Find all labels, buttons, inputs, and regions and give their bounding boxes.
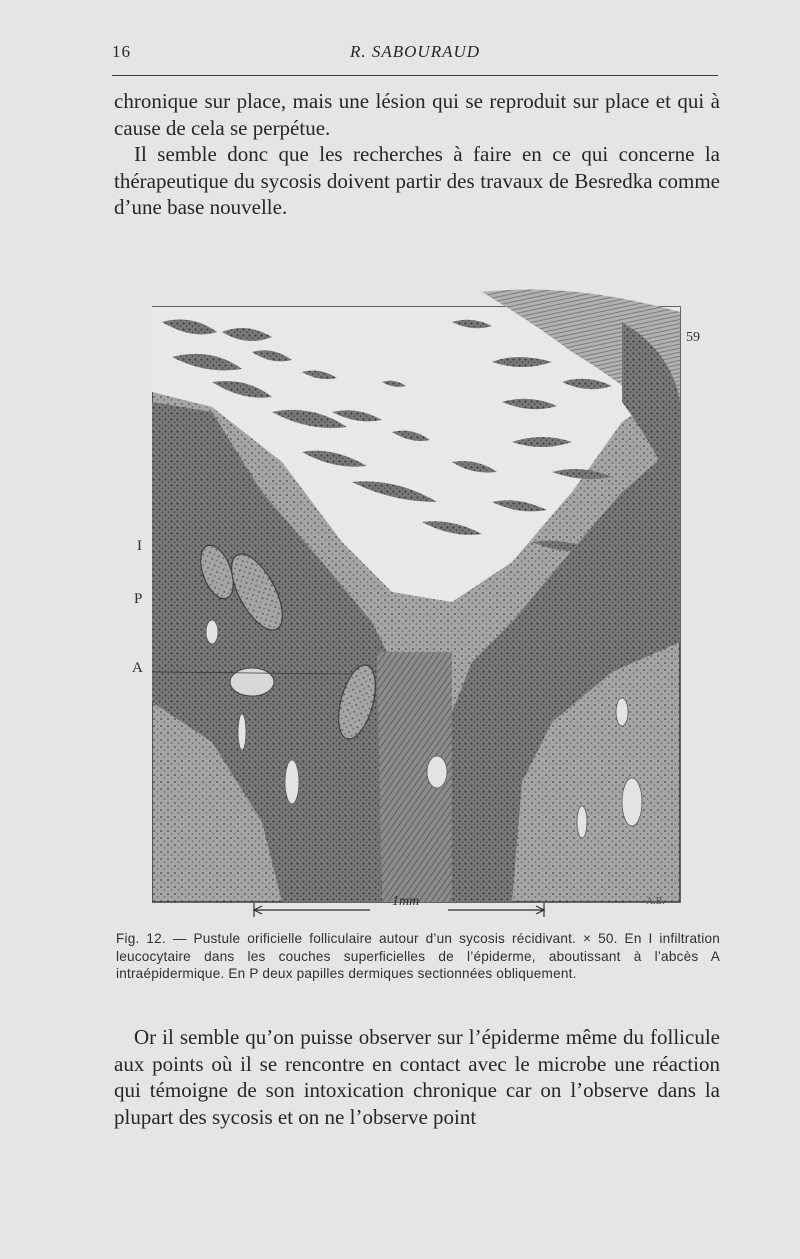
paragraph-continuation: chronique sur place, mais une lésion qui se reproduit sur place et qui à cause de cela se perpétue. (114, 89, 720, 140)
header-rule (112, 75, 718, 76)
label-p: P (134, 591, 143, 607)
scale-label: 1mm (392, 894, 420, 909)
histology-illustration (152, 262, 687, 907)
label-a: A (132, 660, 143, 676)
running-head (112, 40, 718, 70)
label-i: I (137, 538, 142, 554)
artist-mark: A.B. (646, 896, 665, 907)
page-number: 16 (112, 42, 131, 61)
histology-figure (152, 262, 687, 907)
paragraph-besredka: Il semble donc que les recherches à faire en ce qui concerne la thérapeutique du sycosis doivent partir des travaux de Besredka comme d’une base nouvelle. (114, 142, 720, 219)
figure-caption: Fig. 12. — Pustule orificielle folliculaire autour d’un sycosis récidivant. × 50. En I infiltration leucocytaire dans les couches superficielles de l’épiderme, aboutissant à l’abcès A intraépidermique. En P deux papilles dermiques sectionnées obliquement. (116, 931, 720, 981)
figure-plate-number: 59 (686, 330, 700, 345)
paragraph-observation: Or il semble qu’on puisse observer sur l’épiderme même du follicule aux points où il se rencontre en contact avec le microbe une réaction qui témoigne de son intoxication chronique car on l’observe dans la plupart des sycosis et on ne l’observe point (114, 1025, 720, 1129)
running-title: R. SABOURAUD (349, 42, 481, 61)
